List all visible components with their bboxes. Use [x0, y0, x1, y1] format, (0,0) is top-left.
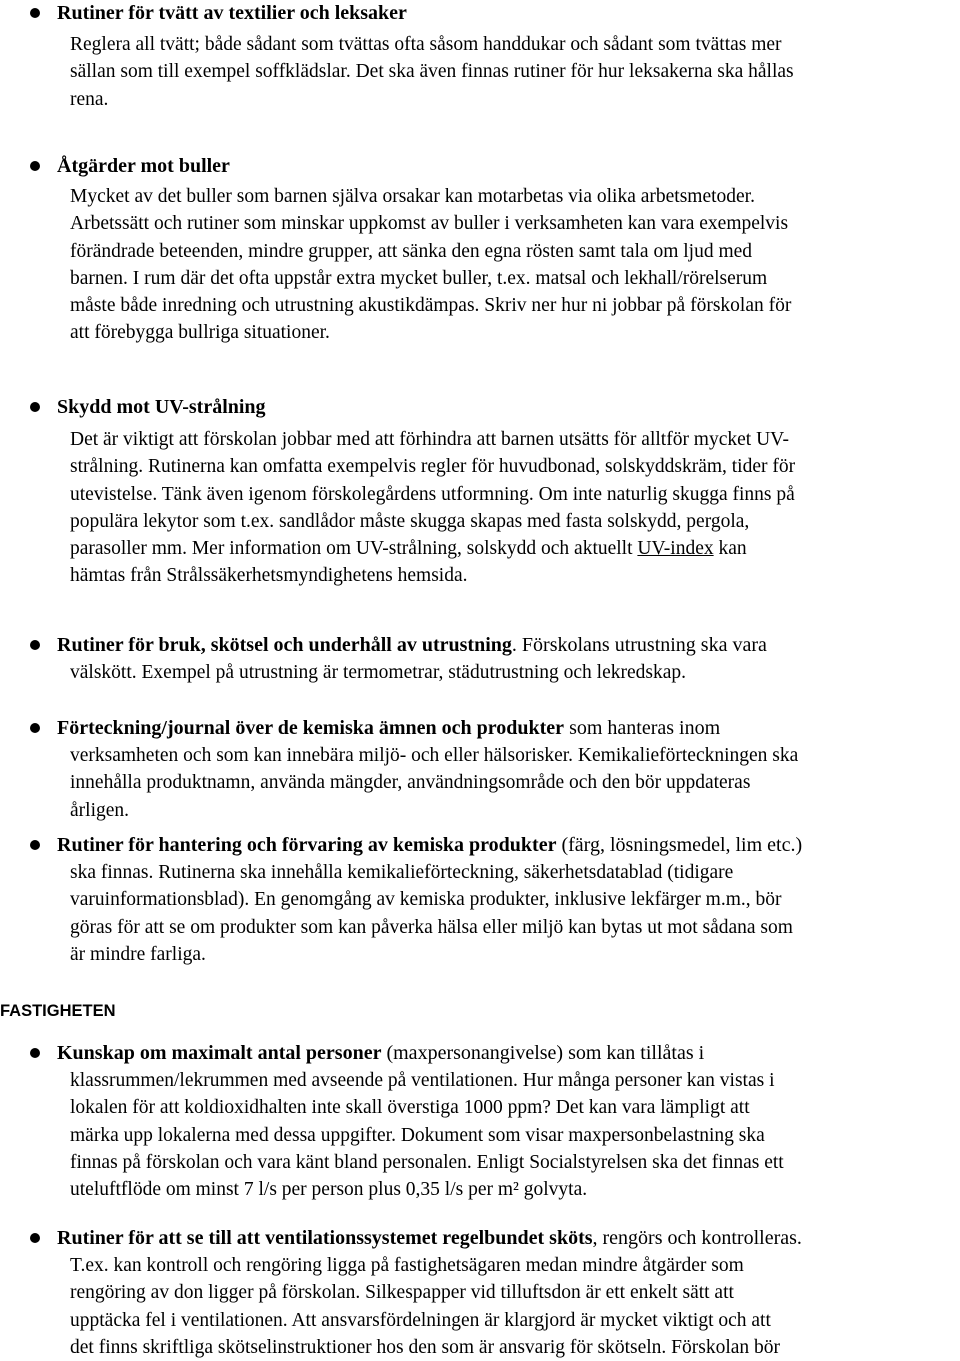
- section-body: [70, 742, 798, 824]
- section-first-line: Rutiner för att se till att ventilationssystemet regelbundet sköts, rengörs och kontrolleras.: [57, 1227, 802, 1249]
- bullet-icon: [30, 402, 40, 412]
- bullet-icon: [30, 1233, 40, 1243]
- body-line: Arbetssätt och rutiner som minskar uppkomst av buller i verksamheten kan vara exempelvis: [70, 213, 789, 235]
- body-line: lokalen för att koldioxidhalten inte skall överstiga 1000 ppm? Det kan vara lämpligt att: [70, 1097, 750, 1119]
- body-line: uteluftflöde om minst 7 l/s per person plus 0,35 l/s per m² golvyta.: [70, 1179, 588, 1201]
- body-line: Mycket av det buller som barnen själva orsakar kan motarbetas via olika arbetsmetoder.: [70, 186, 755, 207]
- bullet-icon: [30, 8, 40, 18]
- section-first-line: Rutiner för hantering och förvaring av kemiska produkter (färg, lösningsmedel, lim etc.): [57, 834, 803, 856]
- section-title: Skydd mot UV-strålning: [57, 396, 266, 418]
- body-line: T.ex. kan kontroll och rengöring ligga på fastighetsägaren medan mindre åtgärder som: [70, 1255, 744, 1276]
- body-line: märka upp lokalerna med dessa uppgifter. Dokument som visar maxpersonbelastning ska: [70, 1124, 765, 1146]
- bullet-icon: [30, 640, 40, 650]
- section-body: [70, 183, 791, 347]
- bullet-icon: [30, 1048, 40, 1058]
- body-line: upptäcka fel i ventilationen. Att ansvarsfördelningen är klargjord är mycket viktigt och att: [70, 1309, 771, 1331]
- section-body: [70, 1252, 780, 1361]
- body-line: rena.: [70, 88, 109, 110]
- body-line: strålning. Rutinerna kan omfatta exempelvis regler för huvudbonad, solskyddskräm, tider för: [70, 456, 796, 478]
- body-line: populära lekytor som t.ex. sandlådor måste skugga skapas med fasta solskydd, pergola,: [70, 510, 750, 532]
- body-line: hämtas från Strålssäkerhetsmyndighetens hemsida.: [70, 565, 468, 587]
- body-line: ska finnas. Rutinerna ska innehålla kemikalieförteckning, säkerhetsdatablad (tidigare: [70, 862, 734, 883]
- body-line: att förebygga bullriga situationer.: [70, 322, 330, 344]
- uv-index-link[interactable]: UV-index: [637, 538, 714, 560]
- body-line: det finns skriftliga skötselinstruktioner hos den som är ansvarig för skötseln. Förskolan bör: [70, 1336, 781, 1358]
- body-line: är mindre farliga.: [70, 943, 206, 965]
- section-body: [70, 1067, 784, 1203]
- body-line: rengöring av don ligger på förskolan. Silkespapper vid tilluftsdon är ett enkelt sätt att: [70, 1282, 734, 1304]
- body-line: göras för att se om produkter som kan påverka hälsa eller miljö kan bytas ut mot sådana som: [70, 916, 793, 938]
- body-line: utevistelse. Tänk även igenom förskolegårdens utformning. Om inte naturlig skugga finns på: [70, 483, 795, 505]
- body-line: varuinformationsblad). En genomgång av kemiska produkter, inklusive lekfärger m.m., bör: [70, 889, 782, 911]
- body-line: Det är viktigt att förskolan jobbar med att förhindra att barnen utsätts för alltför mycket UV-: [70, 429, 789, 450]
- body-line: parasoller mm. Mer information om UV-strålning, solskydd och aktuellt UV-index kan: [70, 538, 747, 560]
- section-body: [70, 859, 793, 968]
- body-line: välskött. Exempel på utrustning är termometrar, städutrustning och lekredskap.: [70, 662, 687, 683]
- section-first-line: Förteckning/journal över de kemiska ämnen och produkter som hanteras inom: [57, 717, 721, 739]
- section-heading: FASTIGHETEN: [0, 1002, 116, 1020]
- section-body: [70, 426, 795, 590]
- body-line: Reglera all tvätt; både sådant som tvättas ofta såsom handdukar och sådant som tvättas mer: [70, 34, 782, 55]
- section-title: Åtgärder mot buller: [57, 155, 230, 177]
- section-first-line: Rutiner för bruk, skötsel och underhåll av utrustning. Förskolans utrustning ska vara: [57, 634, 767, 656]
- section-body: [70, 31, 794, 113]
- body-line: måste både inredning och utrustning akustikdämpas. Skriv ner hur ni jobbar på förskolan för: [70, 295, 792, 317]
- body-line: innehålla produktnamn, använda mängder, användningsområde och den bör uppdateras: [70, 772, 751, 794]
- body-line: barnen. I rum där det ofta uppstår extra mycket buller, t.ex. matsal och lekhall/rörelserum: [70, 267, 768, 289]
- body-line: finnas på förskolan och vara känt bland personalen. Enligt Socialstyrelsen ska det finnas ett: [70, 1151, 784, 1173]
- body-line: förändrade beteenden, mindre grupper, att sänka den egna rösten samt tala om ljud med: [70, 240, 753, 262]
- body-line: årligen.: [70, 799, 130, 821]
- bullet-icon: [30, 161, 40, 171]
- body-line: verksamheten och som kan innebära miljö- och eller hälsorisker. Kemikalieförteckningen ska: [70, 745, 799, 766]
- bullet-icon: [30, 840, 40, 850]
- body-line: klassrummen/lekrummen med avseende på ventilationen. Hur många personer kan vistas i: [70, 1070, 775, 1091]
- section-body: [70, 659, 686, 686]
- section-first-line: Kunskap om maximalt antal personer (maxpersonangivelse) som kan tillåtas i: [57, 1042, 705, 1064]
- body-line: sällan som till exempel soffklädslar. Det ska även finnas rutiner för hur leksakerna ska hållas: [70, 61, 794, 83]
- bullet-icon: [30, 723, 40, 733]
- section-title: Rutiner för tvätt av textilier och leksaker: [57, 2, 407, 24]
